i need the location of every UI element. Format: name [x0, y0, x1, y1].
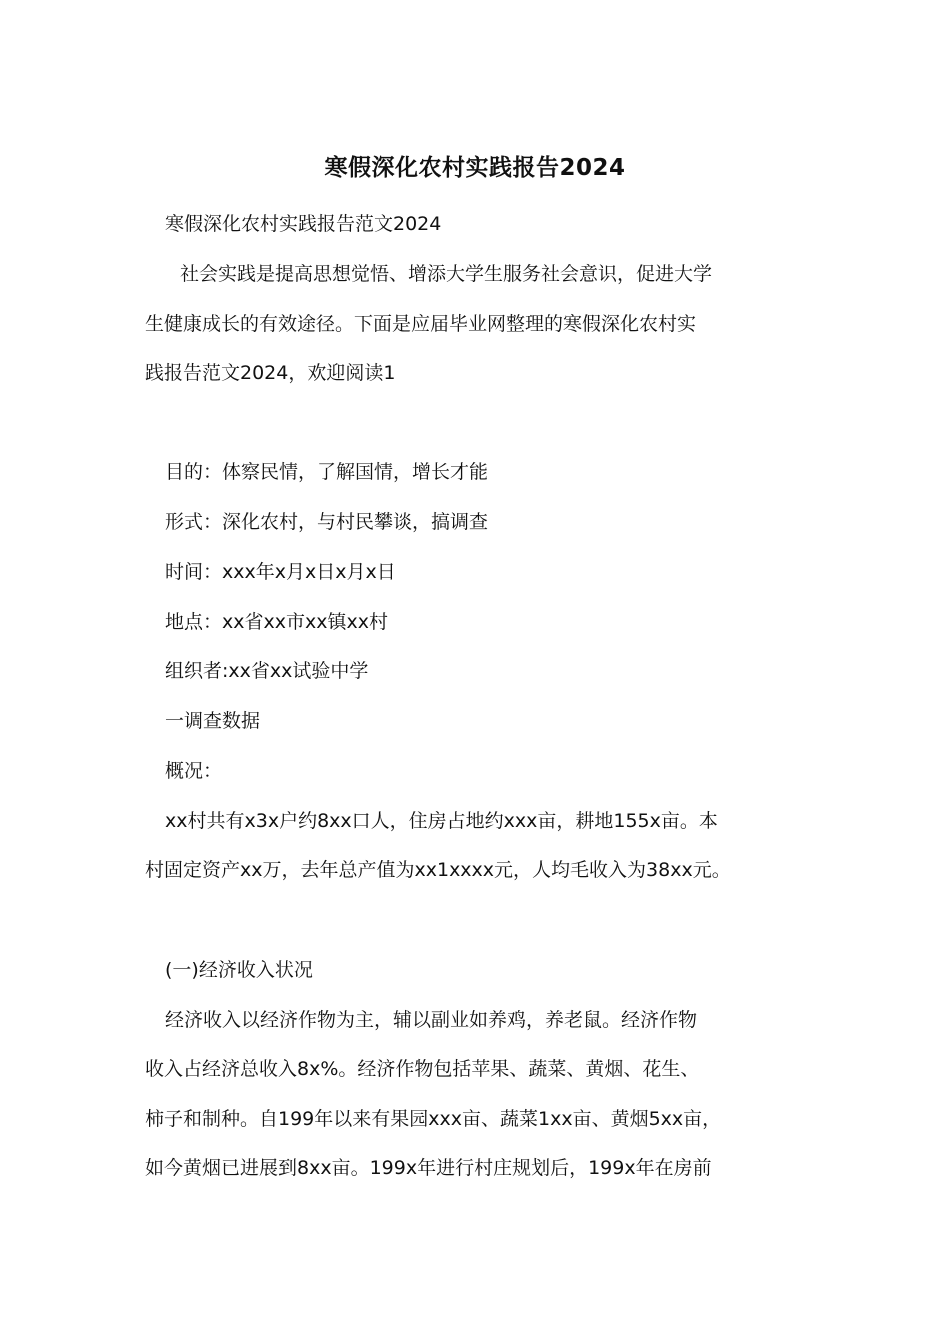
section-heading: 一调查数据	[165, 710, 261, 732]
place-line: 地点：xx省xx市xx镇xx村	[165, 611, 388, 633]
subsection-heading: (一)经济收入状况	[165, 959, 313, 981]
intro-line-3: 践报告范文2024，欢迎阅读1	[145, 362, 396, 384]
economy-line-4: 如今黄烟已进展到8xx亩。199x年进行村庄规划后，199x年在房前	[145, 1157, 712, 1179]
time-line: 时间：xxx年x月x日x月x日	[165, 561, 396, 583]
page-title: 寒假深化农村实践报告2024	[324, 155, 626, 181]
intro-line-2: 生健康成长的有效途径。下面是应届毕业网整理的寒假深化农村实	[145, 313, 697, 335]
overview-line-2: 村固定资产xx万，去年总产值为xx1xxxx元，人均毛收入为38xx元。	[145, 859, 731, 881]
intro-line-1: 社会实践是提高思想觉悟、增添大学生服务社会意识，促进大学	[180, 263, 713, 285]
economy-line-1: 经济收入以经济作物为主，辅以副业如养鸡，养老鼠。经济作物	[165, 1009, 698, 1031]
organizer-line: 组织者:xx省xx试验中学	[165, 660, 369, 682]
purpose-line: 目的：体察民情，了解国情，增长才能	[165, 461, 489, 483]
economy-line-2: 收入占经济总收入8x%。经济作物包括苹果、蔬菜、黄烟、花生、	[145, 1058, 700, 1080]
document-subtitle: 寒假深化农村实践报告范文2024	[165, 213, 442, 235]
economy-line-3: 柿子和制种。自199年以来有果园xxx亩、蔬菜1xx亩、黄烟5xx亩，	[145, 1108, 722, 1130]
form-line: 形式：深化农村，与村民攀谈，搞调查	[165, 511, 489, 533]
overview-label: 概况：	[165, 760, 223, 782]
overview-line-1: xx村共有x3x户约8xx口人，住房占地约xxx亩，耕地155x亩。本	[165, 810, 718, 832]
